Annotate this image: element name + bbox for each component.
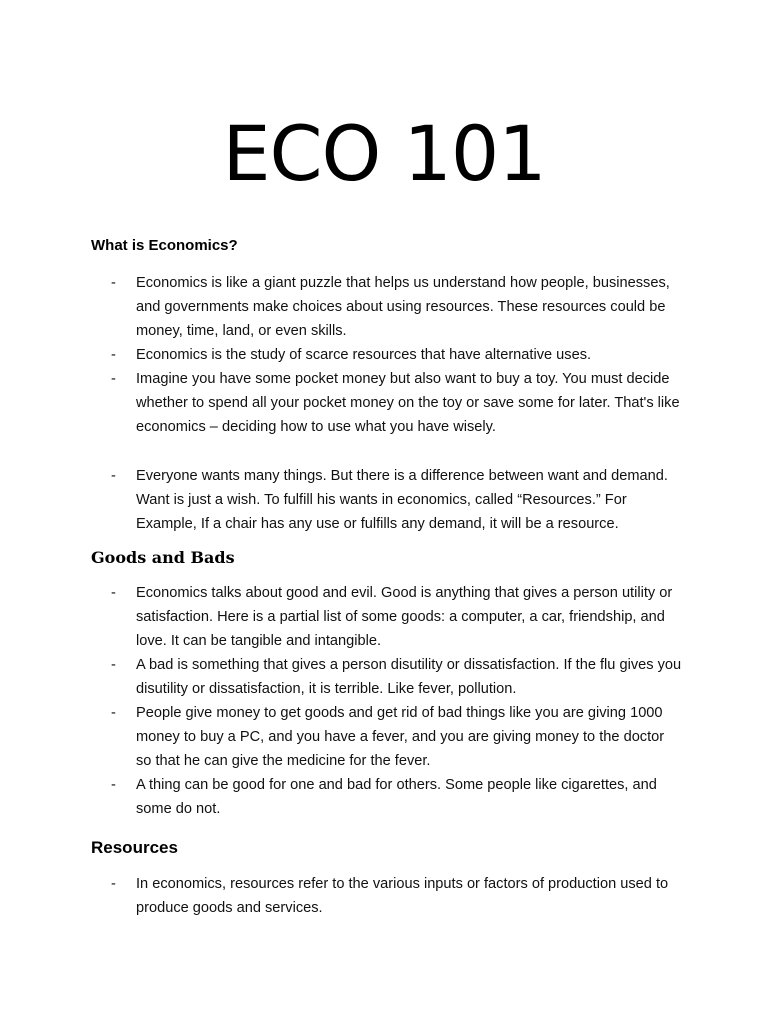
list-item-text: Economics talks about good and evil. Good is anything that gives a person utility or satisfaction. Here is a partial list of some goods: a computer, a car, friendship, and love. It can be tangible and intangible. [136, 585, 673, 649]
resources-list [91, 872, 683, 920]
list-item-text: People give money to get goods and get rid of bad things like you are giving 1000 money to buy a PC, and you have a fever, and you are giving money to the doctor so that he can give the medicine for the fever. [136, 705, 665, 769]
bullet-dash: - [111, 585, 116, 601]
list-item [91, 701, 683, 773]
bullet-dash: - [111, 468, 116, 484]
list-item [91, 653, 683, 701]
bullet-dash: - [111, 777, 116, 793]
goods-and-bads-list [91, 581, 683, 821]
section-heading-resources: Resources [91, 838, 178, 857]
list-item-text: Everyone wants many things. But there is a difference between want and demand. Want is just a wish. To fulfill his wants in economics, called “Resources.” For Example, If a chair has any use or fulfills any demand, it will be a resource. [136, 468, 668, 532]
list-item-text: In economics, resources refer to the various inputs or factors of production used to produce goods and services. [136, 876, 669, 916]
bullet-dash: - [111, 657, 116, 673]
list-item-text: A bad is something that gives a person disutility or dissatisfaction. If the flu gives you disutility or dissatisfaction, it is terrible. Like fever, pollution. [136, 657, 682, 697]
list-item [91, 581, 683, 653]
bullet-dash: - [111, 705, 116, 721]
list-item-text: Imagine you have some pocket money but also want to buy a toy. You must decide whether to spend all your pocket money on the toy or save some for later. That's like economics – deciding how to use what you have wisely. [136, 371, 680, 435]
section-heading-goods-and-bads: Goods and Bads [91, 548, 235, 567]
list-item-text: Economics is like a giant puzzle that helps us understand how people, businesses, and governments make choices about using resources. These resources could be money, time, land, or even skills. [136, 275, 670, 339]
list-item [91, 773, 683, 821]
what-is-economics-list [91, 271, 683, 536]
list-item [91, 464, 683, 536]
list-item [91, 271, 683, 343]
document-body [91, 236, 683, 920]
list-item [91, 343, 683, 367]
list-item [91, 367, 683, 439]
bullet-dash: - [111, 876, 116, 892]
list-item-text: Economics is the study of scarce resources that have alternative uses. [136, 347, 592, 363]
document-title: ECO 101 [222, 109, 546, 198]
list-item [91, 872, 683, 920]
section-heading-what-is-economics: What is Economics? [91, 237, 238, 254]
bullet-dash: - [111, 275, 116, 291]
bullet-dash: - [111, 347, 116, 363]
bullet-dash: - [111, 371, 116, 387]
list-item-text: A thing can be good for one and bad for others. Some people like cigarettes, and some do not. [136, 777, 657, 817]
